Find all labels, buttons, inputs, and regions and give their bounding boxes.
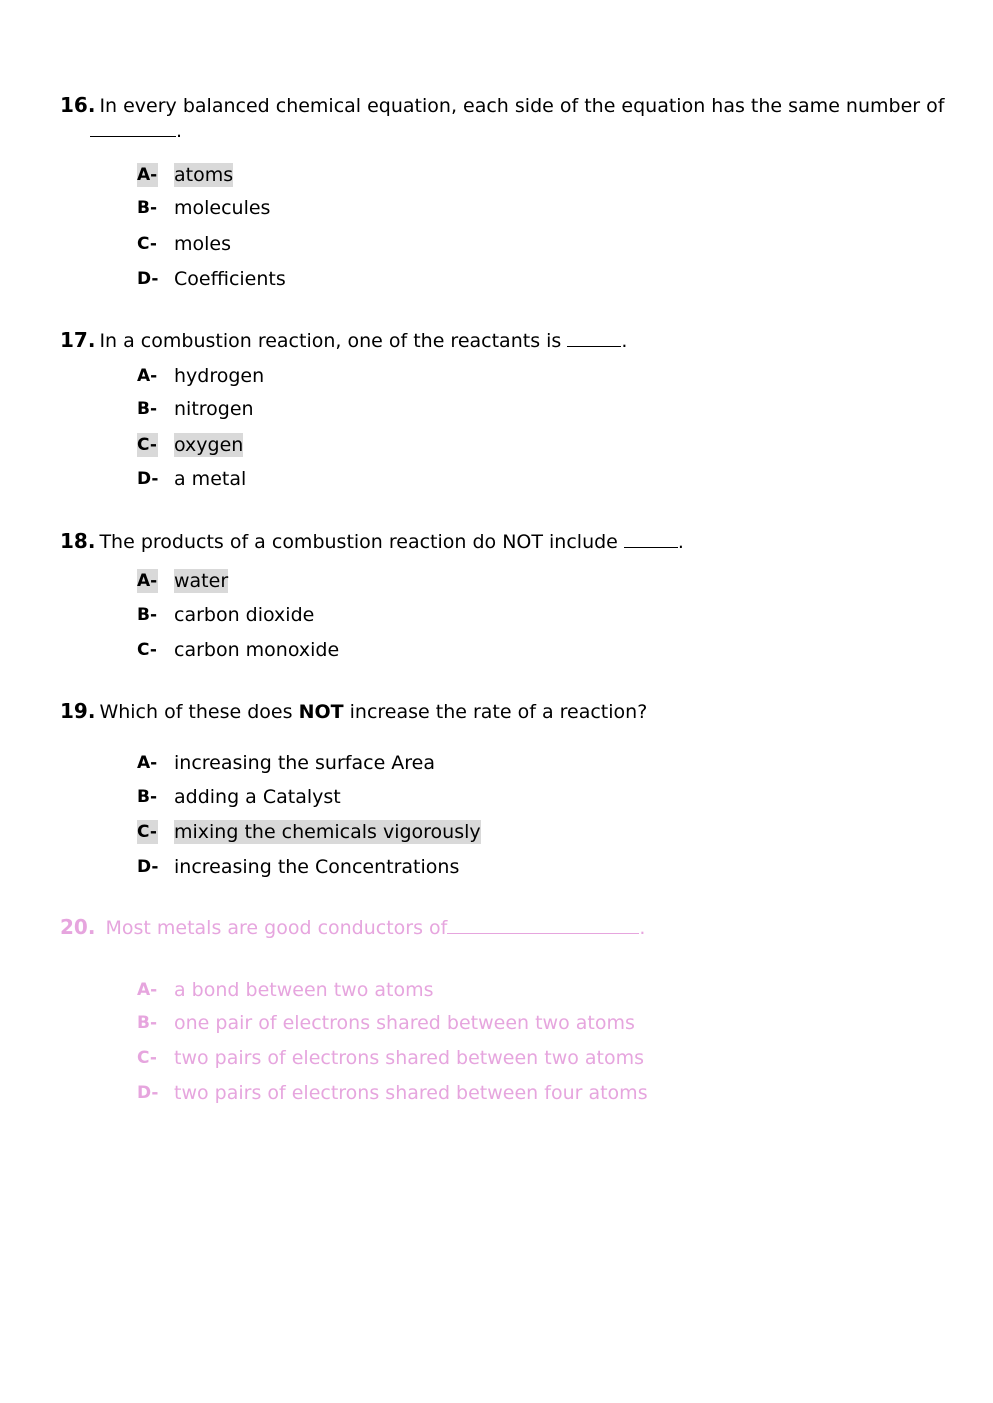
option-letter: A- [137,366,158,386]
option-text: water [174,570,229,592]
question-18 [60,528,684,555]
option-text: one pair of electrons shared between two atoms [174,1012,635,1034]
option-letter: B- [137,787,158,807]
option-text: two pairs of electrons shared between four atoms [174,1082,648,1104]
option-letter: A- [137,165,158,185]
question-16-continuation [90,118,182,144]
option-letter: A- [137,571,158,591]
option-letter: B- [137,198,158,218]
answer-blank [624,546,678,548]
question-text-after: increase the rate of a reaction? [349,701,648,723]
question-number: 20. [60,915,96,939]
option-letter: C- [137,1048,157,1068]
question-number: 19. [60,699,96,723]
option-text: hydrogen [174,365,265,387]
option-letter: C- [137,435,157,455]
option-text: a metal [174,468,247,490]
question-suffix: . [176,120,183,142]
option-letter: D- [137,269,159,289]
option-letter: D- [137,469,159,489]
option-letter: D- [137,857,159,877]
answer-blank [567,345,621,347]
option-text: atoms [174,164,234,186]
question-text-before: Which of these does [99,701,293,723]
question-20 [60,914,645,941]
option-text: a bond between two atoms [174,979,434,1001]
option-letter: D- [137,1083,159,1103]
question-number: 16. [60,93,96,117]
option-text: carbon monoxide [174,639,340,661]
option-letter: C- [137,234,157,254]
option-text: mixing the chemicals vigorously [174,821,481,843]
question-19 [60,698,647,725]
option-text: oxygen [174,434,244,456]
question-emphasis: NOT [298,701,344,723]
option-text: molecules [174,197,271,219]
question-16 [60,92,944,119]
option-letter: B- [137,1013,158,1033]
option-letter: A- [137,753,158,773]
question-text: Most metals are good conductors of [105,917,448,939]
option-text: nitrogen [174,398,254,420]
question-text: The products of a combustion reaction do NOT include [99,531,618,553]
option-text: carbon dioxide [174,604,315,626]
option-letter: B- [137,399,158,419]
question-suffix: . [639,917,646,939]
question-17 [60,327,627,354]
option-text: moles [174,233,231,255]
question-number: 18. [60,529,96,553]
answer-blank [90,135,176,137]
option-text: adding a Catalyst [174,786,341,808]
option-text: increasing the Concentrations [174,856,460,878]
option-text: Coefficients [174,268,286,290]
option-text: two pairs of electrons shared between two atoms [174,1047,645,1069]
answer-blank [447,932,639,934]
option-letter: B- [137,605,158,625]
option-letter: C- [137,640,157,660]
option-letter: C- [137,822,157,842]
option-text: increasing the surface Area [174,752,436,774]
question-text: In every balanced chemical equation, each side of the equation has the same number of [99,95,945,117]
option-letter: A- [137,980,158,1000]
question-number: 17. [60,328,96,352]
question-text: In a combustion reaction, one of the reactants is [99,330,562,352]
question-suffix: . [621,330,628,352]
question-suffix: . [677,531,684,553]
